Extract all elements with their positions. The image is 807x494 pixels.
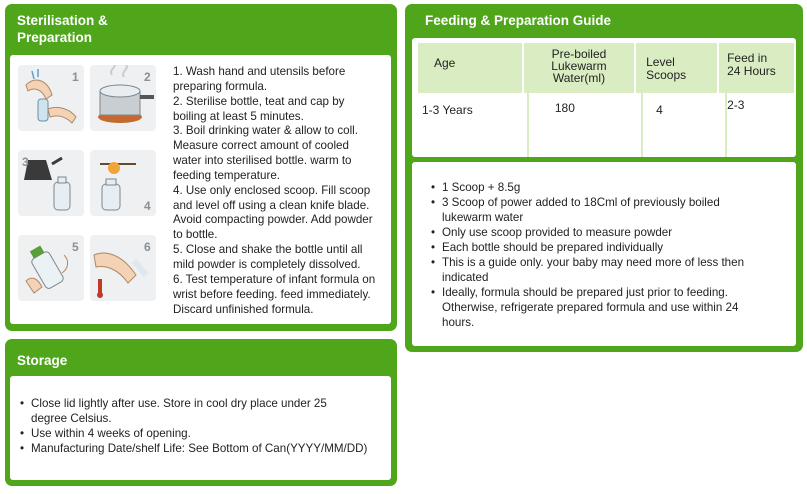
step-line: feeding temperature.	[173, 168, 280, 182]
feeding-notes	[412, 162, 796, 346]
note-item: • This is a guide only. your baby may need more of less then indicated	[431, 255, 788, 285]
note-item: • Ideally, formula should be prepared just prior to feeding. Otherwise, refrigerate prepared formula and use within 24 hours.	[431, 285, 788, 330]
storage-item: • Close lid lightly after use. Store in cool dry place under 25 degree Celsius.	[20, 396, 385, 426]
step-5-illustration	[18, 235, 84, 301]
storage-content	[10, 376, 391, 480]
note-item: • 3 Scoop of power added to 18Cml of previously boiled lukewarm water	[431, 195, 788, 225]
storage-item: • Manufacturing Date/shelf Life: See Bottom of Can(YYYY/MM/DD)	[20, 441, 385, 456]
step-line: 3. Boil drinking water & allow to coll.	[173, 124, 358, 138]
header-water: Pre-boiled Lukewarm Water(ml)	[524, 43, 634, 93]
wash-hands-icon	[18, 65, 84, 131]
step-line: Avoid compacting powder. Add powder	[173, 213, 373, 227]
step-line: water into sterilised bottle. warm to	[173, 154, 352, 168]
step-2-illustration	[90, 65, 156, 131]
step-line: boiling at least 5 minutes.	[173, 109, 304, 123]
table-divider	[725, 93, 727, 157]
header-scoops: Level Scoops	[636, 43, 717, 93]
cell-feed: 2-3	[727, 98, 745, 112]
step-line: wrist before feeding. feed immediately.	[173, 287, 371, 301]
step-line: Measure correct amount of cooled	[173, 139, 349, 153]
storage-title: Storage	[17, 353, 68, 368]
cell-water: 180	[554, 101, 575, 115]
step-1-illustration	[18, 65, 84, 131]
step-number-6: 6	[144, 240, 151, 254]
step-number-5: 5	[72, 240, 79, 254]
step-number-4: 4	[144, 199, 151, 213]
table-divider	[641, 93, 643, 157]
note-item: • Only use scoop provided to measure powder	[431, 225, 788, 240]
feeding-notes-list	[431, 180, 788, 330]
step-line: mild powder is completely dissolved.	[173, 257, 361, 271]
sterilisation-panel	[5, 4, 397, 331]
table-divider	[527, 93, 529, 157]
sterilisation-title-line1: Sterilisation &	[17, 13, 108, 28]
step-line: Discard unfinished formula.	[173, 302, 314, 316]
kettle-icon	[18, 150, 84, 216]
storage-item: • Use within 4 weeks of opening.	[20, 426, 385, 441]
feeding-table-container	[412, 38, 796, 157]
cell-scoops: 4	[656, 103, 663, 117]
sterilisation-title	[5, 4, 397, 46]
scoop-icon	[90, 150, 156, 216]
step-3-illustration	[18, 150, 84, 216]
preparation-steps	[173, 65, 385, 317]
step-line: and level off using a clean knife blade.	[173, 198, 370, 212]
step-number-2: 2	[144, 70, 151, 84]
step-number-1: 1	[72, 70, 79, 84]
table-row	[418, 95, 794, 155]
step-line: 1. Wash hand and utensils before	[173, 65, 346, 78]
sterilisation-title-line2: Preparation	[17, 30, 93, 45]
storage-panel	[5, 339, 397, 486]
step-line: 4. Use only enclosed scoop. Fill scoop	[173, 183, 371, 197]
step-line: 2. Sterilise bottle, teat and cap by	[173, 94, 345, 108]
cell-age: 1-3 Years	[422, 103, 473, 117]
wrist-test-icon	[90, 235, 156, 301]
note-item: • 1 Scoop + 8.5g	[431, 180, 788, 195]
step-6-illustration	[90, 235, 156, 301]
step-line: 6. Test temperature of infant formula on	[173, 272, 376, 286]
step-line: preparing formula.	[173, 79, 268, 93]
storage-list	[20, 396, 385, 456]
feeding-table	[416, 41, 796, 157]
note-item: • Each bottle should be prepared individually	[431, 240, 788, 255]
table-header-row	[418, 43, 794, 93]
feeding-guide-title: Feeding & Preparation Guide	[425, 13, 612, 28]
header-age: Age	[418, 43, 522, 93]
feeding-guide-panel	[405, 4, 803, 352]
shake-bottle-icon	[18, 235, 84, 301]
boiling-pot-icon	[90, 65, 156, 131]
step-line: to bottle.	[173, 228, 218, 242]
step-number-3: 3	[22, 155, 29, 169]
step-4-illustration	[90, 150, 156, 216]
header-feed: Feed in 24 Hours	[719, 43, 794, 93]
step-line: 5. Close and shake the bottle until all	[173, 243, 363, 257]
sterilisation-content	[10, 55, 391, 324]
